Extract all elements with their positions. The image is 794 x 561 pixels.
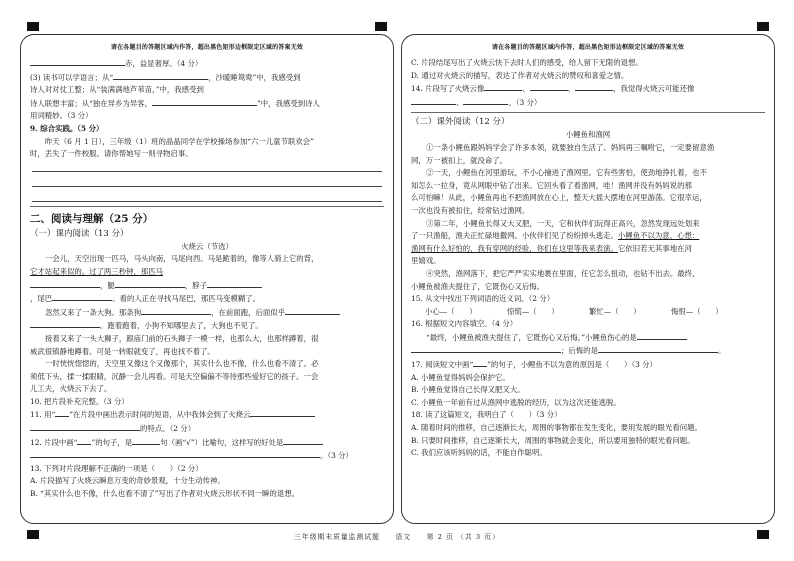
q8-line2: (3) 读书可以学语言；从“ ，沙暖睡鸳鸯”中，我感受到 xyxy=(30,72,301,82)
q17-option-b[interactable]: B. 小鲤鱼觉得自己长得又肥又大。 xyxy=(411,385,525,395)
passage1-line: ，尾巴 。看的人正在寻找马尾巴，那匹马变模糊了。 xyxy=(30,294,261,304)
blank[interactable] xyxy=(484,82,522,91)
passage2-line: 小鲤鱼被渔夫提住了，它既伤心又后悔。 xyxy=(411,281,545,291)
passage1-line: 它才站起来似的。过了两三秒钟，那匹马 xyxy=(30,266,164,276)
passage2-line: ②一天，小鲤鱼在河里游玩，不小心撞进了渔网里。它有些害怕，使劲地挣扎着，也不 xyxy=(426,168,707,178)
blank[interactable] xyxy=(132,436,160,445)
q9-heading: 9. 综合实践。（5 分） xyxy=(30,123,104,133)
q10: 10. 把片段补充完整。（3 分） xyxy=(30,396,129,406)
q12: 12. 片段中画“ ”的句子，是 句（画“√”）比喻句，这样写的好处是 xyxy=(30,436,384,450)
section2-heading: 二、阅读与理解（25 分） xyxy=(30,212,154,225)
q8-line5: 用词精妙。（3 分） xyxy=(30,111,93,121)
synonym-item[interactable]: 惊慌—（ ） xyxy=(507,306,559,316)
blank[interactable] xyxy=(207,279,262,288)
passage1-line: 忽然又来了一条大狗。那条狗 ，在前面跑，后面似乎 xyxy=(30,306,384,320)
right-answer-frame xyxy=(401,34,775,524)
q11-cont: 的特点。（2 分） xyxy=(30,422,384,436)
q13-option-c[interactable]: C. 片段结尾写出了火烧云快下去时人们的感受，给人留下无限的退想。 xyxy=(411,58,643,67)
q17: 17. 阅读短文中画“ ”的句子，小鲤鱼不以为意的原因是（ ）（3 分） xyxy=(411,360,657,370)
page-footer: 三年级期末质量监测试题 语文 第 2 页 （共 3 页） xyxy=(294,533,500,541)
q15-words xyxy=(411,306,765,319)
passage1-line: 。跑着跑着，小狗不知哪里去了，大狗也不见了。 xyxy=(30,319,384,333)
synonym-item[interactable]: 悔恨—（ ） xyxy=(671,306,723,316)
blank[interactable] xyxy=(250,408,315,417)
q13: 13. 下列对片段理解不正确的一项是（ ）（2 分） xyxy=(30,463,203,473)
writing-line[interactable] xyxy=(32,161,382,172)
passage1-line: 儿工夫，火烧云下去了。 xyxy=(30,384,112,394)
q18: 18. 读了这篇短文，我明白了（ ）（3 分） xyxy=(411,410,562,420)
q8-line3: 诗人对对仗工整；从“装满满地芦苇苗，”中，我感受到 xyxy=(30,85,204,95)
q18-option-b[interactable]: B. 只要时间推移，自己逐渐长大，周围的事物就会变化，所以要用独特的眼光看问题。 xyxy=(411,435,695,445)
blank[interactable] xyxy=(30,57,125,66)
section-divider xyxy=(411,112,765,113)
blank[interactable] xyxy=(463,96,508,105)
q8-line1: 赤，益显奢厚。（4 分） xyxy=(30,57,384,71)
blank[interactable] xyxy=(30,449,320,458)
q9-text2: 时，丢失了一件校服。请你帮她写一则寻物启事。 xyxy=(30,149,193,159)
blank[interactable] xyxy=(141,306,211,315)
blank[interactable] xyxy=(637,331,687,340)
q18-option-a[interactable]: A. 随着时间的推移，自己逐渐长大，周围的事物都在发生变化，要用发展的眼光看问题。 xyxy=(411,423,702,433)
blank[interactable] xyxy=(30,319,100,328)
blank[interactable] xyxy=(115,279,185,288)
q15: 15. 从文中找出下列词语的近义词。（2 分） xyxy=(411,294,555,304)
corner-marker-top-center xyxy=(375,22,387,31)
q11: 11. 用“ ”在片段中画出表示时间的短语，从中我体会到了火烧云 xyxy=(30,408,384,422)
right-header-notice: 请在各题目的答题区域内作答，超出黑色矩形边框限定区域的答案无效 xyxy=(491,44,685,51)
blank[interactable] xyxy=(30,279,100,288)
q18-option-c[interactable]: C. 我们应该听妈妈的话，不能自作聪明。 xyxy=(411,448,547,458)
blank[interactable] xyxy=(283,436,323,445)
synonym-item[interactable]: 小心—（ ） xyxy=(425,306,477,316)
q17-option-a[interactable]: A. 小鲤鱼觉得妈妈会保护它。 xyxy=(411,372,510,382)
q13-option-a[interactable]: A. 片段描写了火烧云瞬息万变的奇妙景观，十分生动传神。 xyxy=(30,476,225,486)
passage2-line: 知怎么一拉身，竟从网眼中钻了出来。它回头看了看渔网，哇！渔网并没有妈妈说的那 xyxy=(411,180,692,190)
blank[interactable] xyxy=(598,344,718,353)
blank[interactable] xyxy=(411,96,456,105)
q14: 14. 片段写了火烧云像 、 、 ，我觉得火烧云可能还像 xyxy=(411,84,695,94)
q8-line4: 诗人联想丰富；从“独在异乡为异客， ”中，我感受到诗人 xyxy=(30,98,320,108)
passage2-line: 网，万一被扣上，就没命了。 xyxy=(411,155,508,165)
right-content xyxy=(411,57,765,460)
passage2-line: ④突然，渔网落下，把它严严实实地裹在里面，任它怎么扭动，也钻不出去。最终， xyxy=(426,268,700,278)
left-answer-frame xyxy=(20,34,394,524)
writing-line[interactable] xyxy=(32,191,382,202)
passage2-line: 渔网有什么好怕的，我有穿网的经验，你们在这里等我来表演。它依旧若无其事地在河 xyxy=(411,243,692,253)
q16-text: “最终，小鲤鱼被渔夫提住了，它既伤心又后悔。”小鲤鱼伤心的是 xyxy=(411,331,765,345)
left-header-notice: 请在各题目的答题区域内作答，超出黑色矩形边框限定区域的答案无效 xyxy=(110,44,304,51)
passage2-line: 里嬉戏。 xyxy=(411,256,441,266)
synonym-item[interactable]: 繁忙—（ ） xyxy=(589,306,641,316)
writing-line[interactable] xyxy=(32,176,382,187)
passage1-title: 火烧云（节选） xyxy=(181,241,233,251)
passage1-line: ，腿 ，脖子 xyxy=(30,279,384,293)
passage2-line: 一次也没有被扣住，经常钻过渔网。 xyxy=(411,205,530,215)
q13-option-b[interactable]: B. “其实什么也不像，什么也看不清了”写出了作者对火烧云形状不同一瞬的退想。 xyxy=(30,489,299,499)
blank[interactable] xyxy=(411,344,561,353)
passage2-line: 么可怕嘛！从此，小鲤鱼再也不把渔网放在心上，整天大摇大摆地在河里游荡。它很幸运， xyxy=(411,193,707,203)
subsection1-heading: （一）课内阅读（13 分） xyxy=(30,228,129,239)
left-content xyxy=(30,57,384,501)
q16-cont: ；后悔的是 。 xyxy=(411,344,765,358)
q12-cont: 。（3 分） xyxy=(30,449,384,463)
blank[interactable] xyxy=(285,306,340,315)
blank[interactable] xyxy=(30,422,140,431)
blank[interactable] xyxy=(575,82,613,91)
q16: 16. 根据短文内容填空。（4 分） xyxy=(411,319,518,329)
passage1-line: 接着又来了一头大狮子，跟庙门前的石头狮子一模一样，也那么大，也那样蹲着，很 xyxy=(45,333,319,343)
passage1-line: 一时恍恍惚惚的，天空里又像这个又像那个，其实什么也不像，什么也看不清了。必 xyxy=(45,359,319,369)
blank[interactable] xyxy=(52,292,112,301)
q17-option-c[interactable]: C. 小鲤鱼一年前有过从渔网中逃脱的经历，以为这次还能逃脱。 xyxy=(411,397,621,407)
corner-marker-top-left xyxy=(27,22,39,31)
q14-cont: 、 。（3 分） xyxy=(411,96,765,110)
blank[interactable] xyxy=(152,97,257,106)
q9-text1: 昨天（6 月 1 日），三年级（1）班的晶晶同学在学校操场参加“六一儿童节联欢会” xyxy=(45,136,314,146)
passage1-line: 须低下头，揉一揉眼睛，沉静一会儿再看。可是天空偏偏不等待那些爱好它的孩子。一会 xyxy=(30,371,319,381)
passage2-title: 小鲤鱼和渔网 xyxy=(565,130,611,140)
passage1-line: 威武很镇静地蹲着。可是一转眼就变了，再也找不着了。 xyxy=(30,346,215,356)
q13-option-d[interactable]: D. 通过对火烧云的描写，表达了作者对火烧云的赞叹和喜爱之情。 xyxy=(411,70,629,80)
section-divider xyxy=(30,206,384,207)
corner-marker-top-right xyxy=(757,22,769,31)
passage2-line: ③第二年，小鲤鱼长得又大又肥，一天，它和伙伴们玩得正高兴，忽然发现远处划来 xyxy=(426,218,700,228)
passage1-line: 一会儿，天空出现一匹马，马头向南，马尾向西。马是跪着的，像等人骑上它的背， xyxy=(45,254,319,264)
passage2-line: 了一只渔船，渔夫正忙碌地撒网。小伙伴们见了纷纷掉头逃走。小鲤鱼不以为意，心想： xyxy=(411,231,700,241)
subsection2-heading: （二）课外阅读（12 分） xyxy=(411,117,510,128)
passage2-line: ①一条小鲤鱼跟妈妈学会了许多本领，就要独自生活了。妈妈再三嘱咐它，一定要留意渔 xyxy=(426,142,715,152)
blank[interactable] xyxy=(530,82,568,91)
blank[interactable] xyxy=(113,71,208,80)
